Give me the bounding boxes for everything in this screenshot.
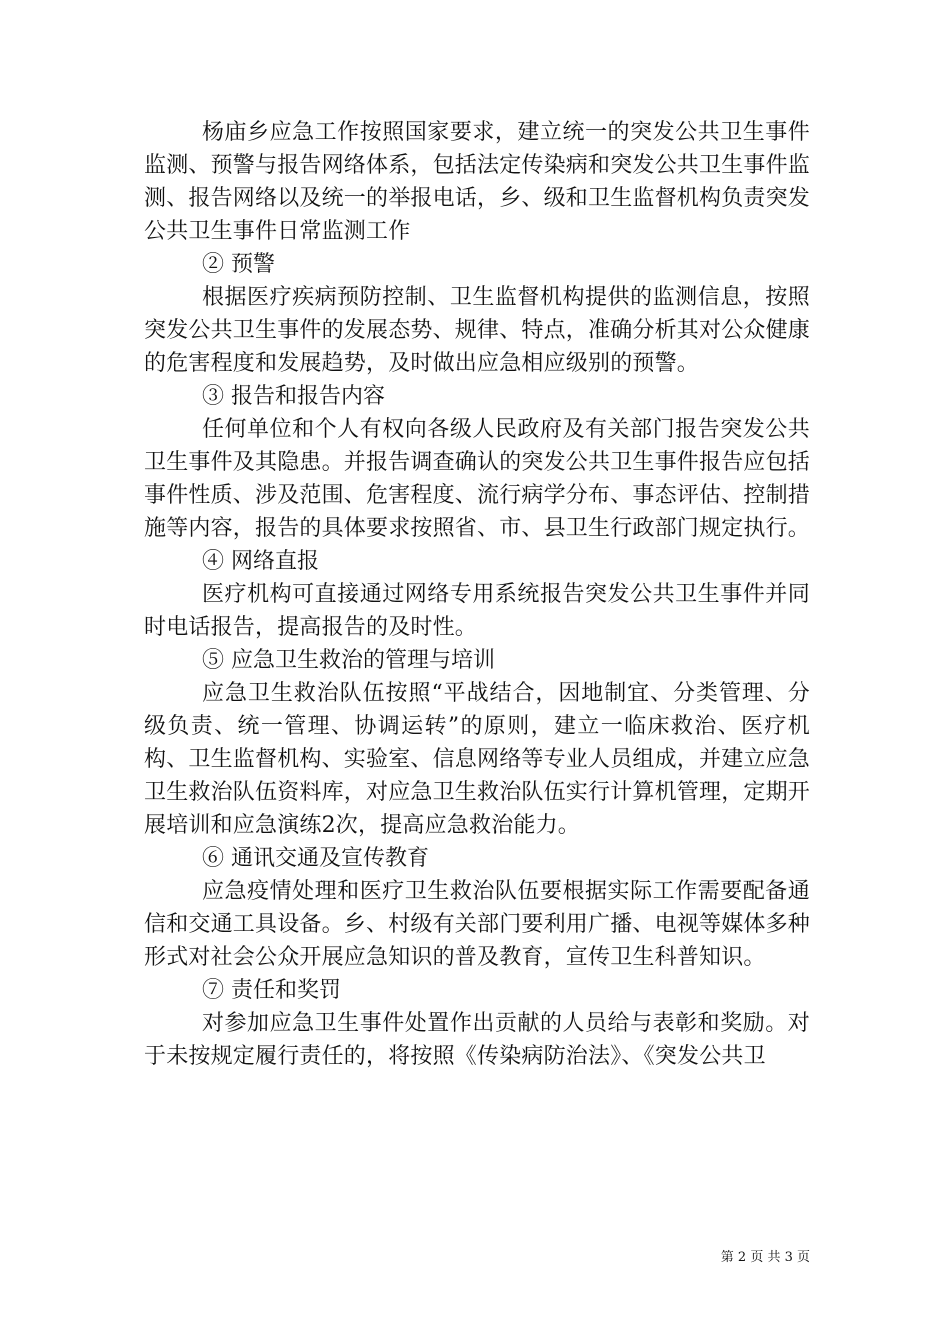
paragraph-responsibility-rewards: 对参加应急卫生事件处置作出贡献的人员给与表彰和奖励。对于未按规定履行责任的，将按照《传染病防治法》、《突发公共卫 (144, 1011, 810, 1069)
heading-report-content: ③ 报告和报告内容 (202, 384, 385, 409)
heading-network-report: ④ 网络直报 (202, 549, 319, 574)
paragraph-warning: 根据医疗疾病预防控制、卫生监督机构提供的监测信息，按照突发公共卫生事件的发展态势、规律、特点，准确分析其对公众健康的危害程度和发展趋势，及时做出应急相应级别的预警。 (144, 285, 811, 376)
paragraph-network-report: 医疗机构可直接通过网络专用系统报告突发公共卫生事件并同时电话报告，提高报告的及时性。 (144, 582, 810, 640)
heading-responsibility-rewards: ⑦ 责任和奖罚 (202, 978, 341, 1003)
paragraph-monitoring: 杨庙乡应急工作按照国家要求，建立统一的突发公共卫生事件监测、预警与报告网络体系，包括法定传染病和突发公共卫生事件监测、报告网络以及统一的举报电话，乡、级和卫生监督机构负责突发公共卫生事件日常监测工作 (144, 120, 811, 244)
paragraph-communication-education: 应急疫情处理和医疗卫生救治队伍要根据实际工作需要配备通信和交通工具设备。乡、村级有关部门要利用广播、电视等媒体多种形式对社会公众开展应急知识的普及教育，宣传卫生科普知识。 (144, 879, 811, 970)
heading-communication-education: ⑥ 通讯交通及宣传教育 (202, 846, 429, 871)
page-number: 第 2 页 共 3 页 (720, 1250, 810, 1265)
document-body (144, 116, 810, 1073)
paragraph-report-content: 任何单位和个人有权向各级人民政府及有关部门报告突发公共卫生事件及其隐患。并报告调查确认的突发公共卫生事件报告应包括事件性质、涉及范围、危害程度、流行病学分布、事态评估、控制措施等内容，报告的具体要求按照省、市、县卫生行政部门规定执行。 (144, 417, 811, 541)
heading-warning: ② 预警 (202, 252, 275, 277)
heading-treatment-training: ⑤ 应急卫生救治的管理与培训 (202, 648, 495, 673)
paragraph-treatment-training: 应急卫生救治队伍按照“平战结合，因地制宜、分类管理、分级负责、统一管理、协调运转”的原则，建立一临床救治、医疗机构、卫生监督机构、实验室、信息网络等专业人员组成，并建立应急卫生救治队伍资料库，对应急卫生救治队伍实行计算机管理，定期开展培训和应急演练2次，提高应急救治能力。 (144, 681, 811, 838)
